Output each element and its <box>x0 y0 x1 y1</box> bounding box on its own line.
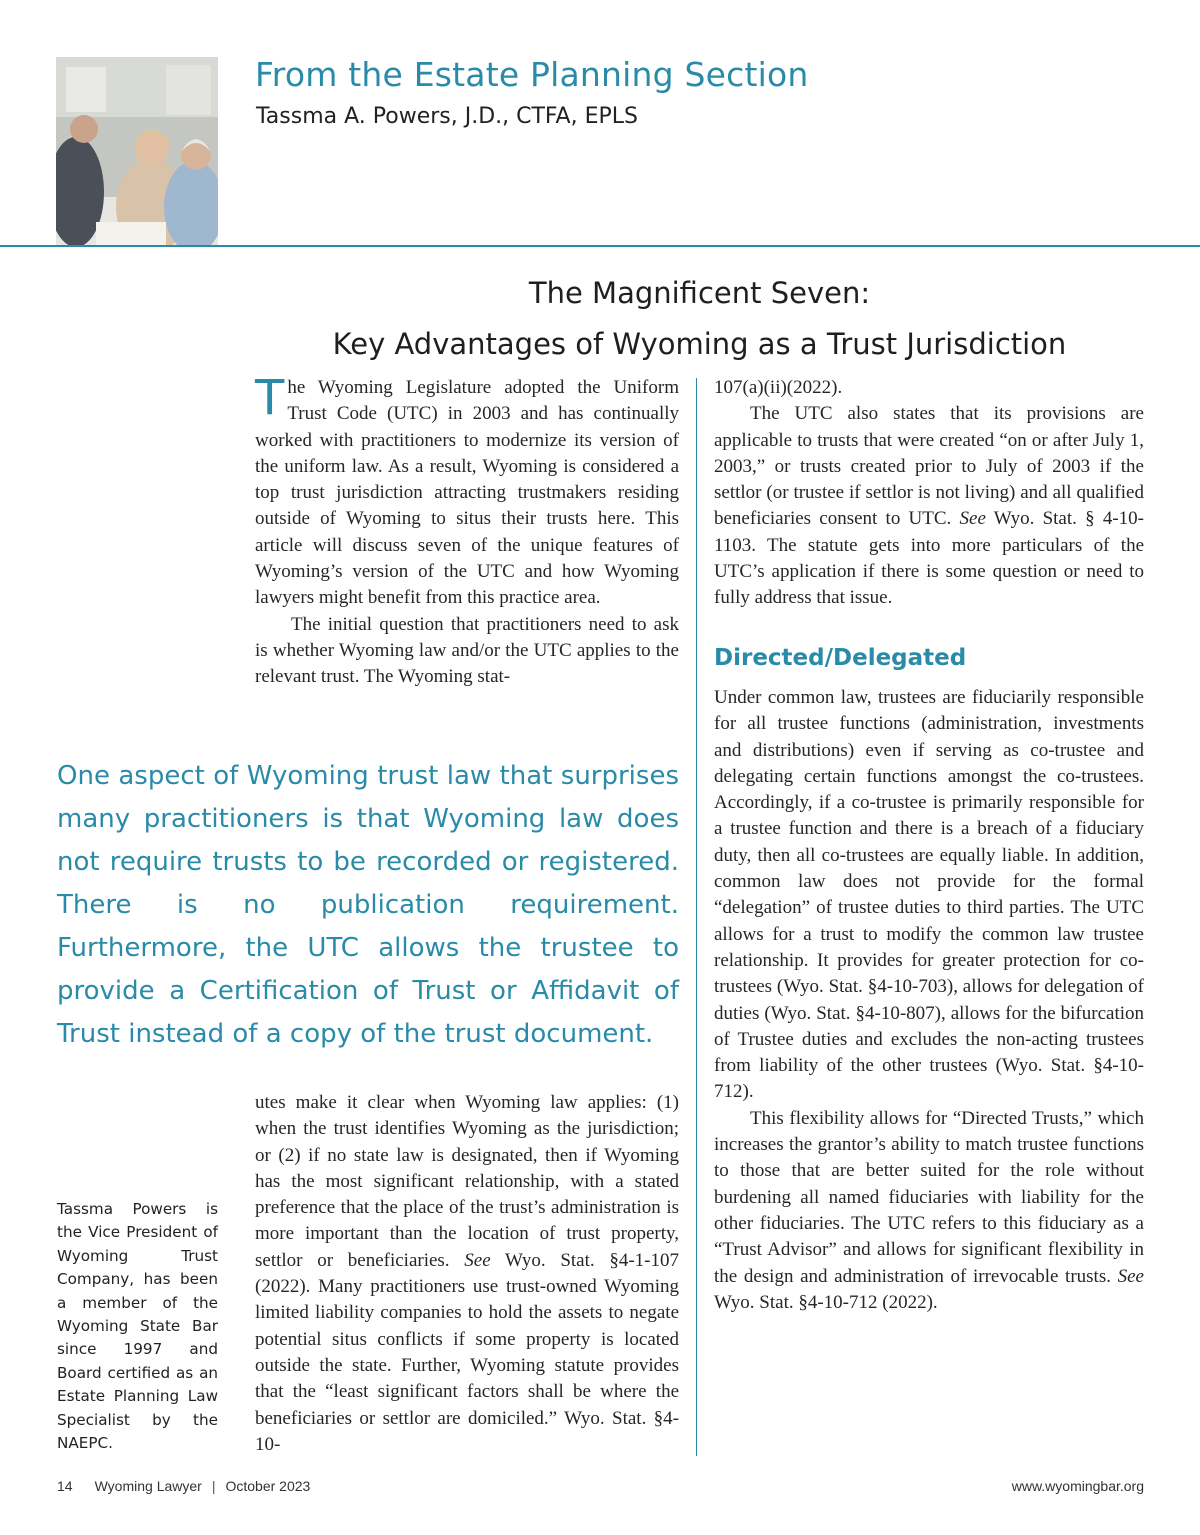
section-title: From the Estate Planning Section <box>255 55 809 94</box>
subheading-directed-delegated: Directed/Delegated <box>714 645 967 671</box>
intro-paragraph <box>255 370 679 612</box>
author-byline: Tassma A. Powers, J.D., CTFA, EPLS <box>256 104 638 129</box>
citation-continued: 107(a)(ii)(2022). <box>714 377 843 398</box>
article-title-line1: The Magnificent Seven: <box>528 276 871 310</box>
drop-cap: T <box>255 370 285 426</box>
article-title-line2: Key Advantages of Wyoming as a Trust Jurisdiction <box>332 327 1067 361</box>
paragraph-4: Under common law, trustees are fiduciarily responsible for all trustee functions (administration, investments and distributions) even if serving as co-trustee and delegating certain functions amongst the co-trustees. Accordingly, if a co-trustee is primarily responsible for a trustee function and there is a breach of a fiduciary duty, then all co-trustees are equally liable. In addition, common law does not provide for the formal “delegation” of trustee duties to third parties. The UTC allows for a trust to modify the common law trustee relationship. It provides for greater protection for co-trustees (Wyo. Stat. §4-10-703), allows for delegation of duties (Wyo. Stat. §4-10-807), allows for the bifurcation of Trustee duties and excludes the non-acting trustees from liability of the other trustees (Wyo. Stat. §4-10-712). <box>714 687 1144 1103</box>
website-link[interactable]: www.wyomingbar.org <box>1011 1478 1144 1494</box>
intro-text: he Wyoming Legislature adopted the Uniform Trust Code (UTC) in 2003 and has continually worked with practitioners to modernize its version of the uniform law. As a result, Wyoming is considered a top trust jurisdiction attracting trustmakers residing outside of Wyoming to situs their trusts here. This article will discuss seven of the unique features of Wyoming’s version of the UTC and how Wyoming lawyers might benefit from this practice area. <box>255 377 679 609</box>
pull-quote: One aspect of Wyoming trust law that surprises many practitioners is that Wyoming law does not require trusts to be recorded or registered. There is no publication requirement. Furthermore, the UTC allows the trustee to provide a Certification of Trust or Affidavit of Trust instead of a copy of the trust document. <box>57 761 679 1049</box>
issue-date: October 2023 <box>225 1478 311 1494</box>
footer-separator: | <box>211 1478 216 1494</box>
article-title <box>220 268 1179 370</box>
column-1-top <box>255 370 679 691</box>
author-bio: Tassma Powers is the Vice President of Wyoming Trust Company, has been a member of the Wyoming State Bar since 1997 and Board certified as an Estate Planning Law Specialist by the NAEPC. <box>57 1200 218 1453</box>
column-2-bottom <box>714 685 1144 1316</box>
column-2-top <box>714 375 1144 612</box>
paragraph-3: The UTC also states that its provisions are applicable to trusts that were created “on or after July 1, 2003,” or trusts created prior to July of 2003 if the settlor (or trustee if settlor is not living) and all qualified beneficiaries consent to UTC. See Wyo. Stat. § 4-10-1103. The statute gets into more particulars of the UTC’s application if there is some question or need to fully address that issue. <box>714 403 1144 609</box>
column-1-bottom <box>255 1090 679 1458</box>
paragraph-5: This flexibility allows for “Directed Trusts,” which increases the grantor’s ability to match trustee functions to those that are better suited for the role without burdening all named fiduciaries with liability for the other fiduciaries. The UTC refers to this fiduciary as a “Trust Advisor” and allows for significant flexibility in the design and administration of irrevocable trusts. See Wyo. Stat. §4-10-712 (2022). <box>714 1107 1144 1313</box>
column-divider <box>696 378 697 1456</box>
footer-left <box>57 1478 310 1494</box>
paragraph-2-continued: utes make it clear when Wyoming law applies: (1) when the trust identifies Wyoming as the jurisdiction; or (2) if no state law is designated, then if Wyoming has the most significant relationship, with a stated preference that the place of the trust’s administration is more important than the location of trust property, settlor or beneficiaries. See Wyo. Stat. §4-1-107 (2022). Many practitioners use trust-owned Wyoming limited liability companies to hold the assets to negate potential situs conflicts if some property is located outside the state. Further, Wyoming statute provides that the “least significant factors shall be where the beneficiaries or settlor are domiciled.” Wyo. Stat. §4-10- <box>255 1092 679 1455</box>
publication-name: Wyoming Lawyer <box>94 1478 202 1494</box>
author-photo <box>56 57 218 246</box>
page-number: 14 <box>57 1478 73 1494</box>
header-divider <box>0 245 1200 247</box>
paragraph-2: The initial question that practitioners need to ask is whether Wyoming law and/or the UTC applies to the relevant trust. The Wyoming stat- <box>255 613 679 688</box>
page-footer <box>57 1478 1144 1498</box>
